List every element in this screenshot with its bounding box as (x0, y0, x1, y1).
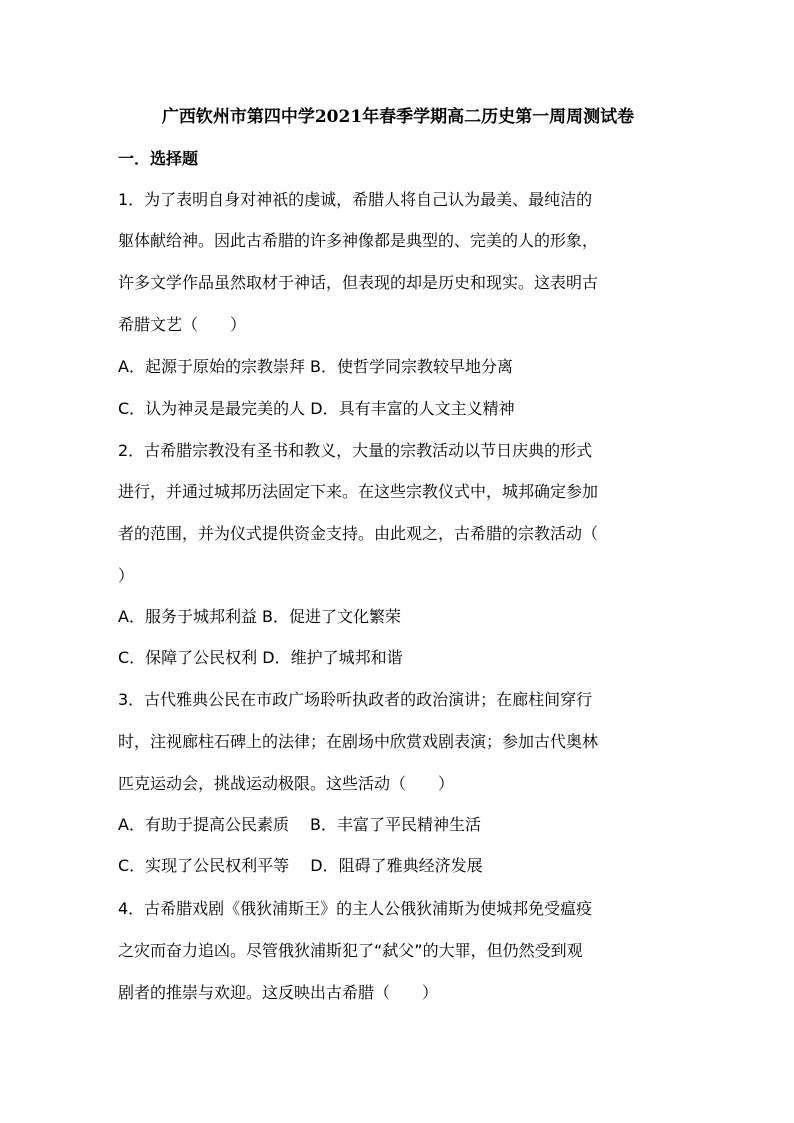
question-2-line-4: ） (118, 566, 135, 585)
question-2-options-ab: A．服务于城邦利益 B．促进了文化繁荣 (118, 607, 402, 626)
question-1-options-ab: A．起源于原始的宗教崇拜 B．使哲学同宗教较早地分离 (118, 357, 514, 376)
question-1-options-cd: C．认为神灵是最完美的人 D．具有丰富的人文主义精神 (118, 399, 515, 418)
question-2-options-cd: C．保障了公民权利 D．维护了城邦和谐 (118, 648, 403, 667)
question-3-line-2: 时，注视廊柱石碑上的法律；在剧场中欣赏戏剧表演；参加古代奥林 (118, 732, 599, 751)
question-3-line-3: 匹克运动会，挑战运动极限。这些活动（ ） (118, 774, 455, 793)
question-1-line-1: 1．为了表明自身对神祇的虔诚，希腊人将自己认为最美、最纯洁的 (118, 190, 593, 209)
question-2-line-3: 者的范围，并为仪式提供资金支持。由此观之，古希腊的宗教活动（ (118, 524, 599, 543)
question-4-line-2: 之灾而奋力追凶。尽管俄狄浦斯犯了“弑父”的大罪，但仍然受到观 (118, 941, 583, 960)
section-heading: 一．选择题 (118, 149, 199, 168)
question-3-options-cd: C．实现了公民权利平等 D．阻碍了雅典经济发展 (118, 856, 483, 875)
question-1-line-4: 希腊文艺（ ） (118, 315, 247, 334)
question-4-line-1: 4．古希腊戏剧《俄狄浦斯王》的主人公俄狄浦斯为使城邦免受瘟疫 (118, 899, 593, 918)
question-2-line-2: 进行，并通过城邦历法固定下来。在这些宗教仪式中，城邦确定参加 (118, 482, 599, 501)
question-2-line-1: 2．古希腊宗教没有圣书和教义，大量的宗教活动以节日庆典的形式 (118, 441, 593, 460)
question-4-line-3: 剧者的推崇与欢迎。这反映出古希腊（ ） (118, 983, 439, 1002)
document-title: 广西钦州市第四中学2021年春季学期高二历史第一周周测试卷 (161, 107, 635, 127)
question-1-line-2: 躯体献给神。因此古希腊的许多神像都是典型的、完美的人的形象， (118, 231, 599, 250)
question-3-options-ab: A．有助于提高公民素质 B．丰富了平民精神生活 (118, 815, 482, 834)
question-3-line-1: 3．古代雅典公民在市政广场聆听执政者的政治演讲；在廊柱间穿行 (118, 690, 593, 709)
question-1-line-3: 许多文学作品虽然取材于神话，但表现的却是历史和现实。这表明古 (118, 273, 599, 292)
